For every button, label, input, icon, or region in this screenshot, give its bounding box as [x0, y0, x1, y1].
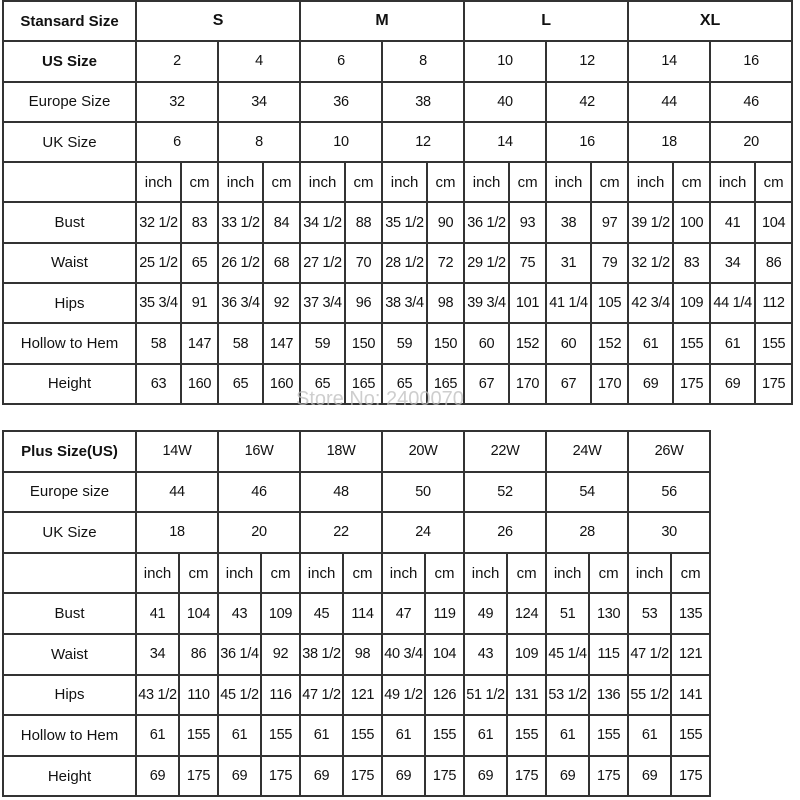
row-label: Europe Size: [3, 82, 136, 122]
measurement-value: 69: [382, 756, 425, 797]
measurement-value: 175: [671, 756, 710, 797]
measurement-value: 43: [464, 634, 507, 675]
measurement-value: 104: [425, 634, 464, 675]
measurement-value: 60: [464, 323, 509, 363]
unit-inch: inch: [546, 553, 589, 594]
measurement-value: 97: [591, 202, 628, 242]
measurement-value: 155: [179, 715, 218, 756]
unit-inch: inch: [136, 553, 179, 594]
measurement-value: 112: [755, 283, 792, 323]
measurement-value: 35 1/2: [382, 202, 427, 242]
measurement-value: 136: [589, 675, 628, 716]
measurement-value: 86: [179, 634, 218, 675]
measurement-value: 51: [546, 593, 589, 634]
standard-size-header: Stansard Size: [3, 1, 136, 41]
row-label: Europe size: [3, 472, 136, 513]
measurement-value: 155: [589, 715, 628, 756]
measurement-value: 69: [300, 756, 343, 797]
row-label: UK Size: [3, 122, 136, 162]
size-value: 28: [546, 512, 628, 553]
measurement-value: 160: [263, 364, 300, 404]
unit-inch: inch: [136, 162, 181, 202]
size-letter: S: [136, 1, 300, 41]
measurement-value: 84: [263, 202, 300, 242]
measurement-value: 92: [263, 283, 300, 323]
measurement-value: 65: [181, 243, 218, 283]
measurement-value: 60: [546, 323, 591, 363]
measurement-value: 61: [710, 323, 755, 363]
measurement-value: 31: [546, 243, 591, 283]
unit-cm: cm: [673, 162, 710, 202]
size-value: 8: [218, 122, 300, 162]
measurement-value: 36 1/2: [464, 202, 509, 242]
measurement-value: 69: [628, 756, 671, 797]
measurement-value: 69: [218, 756, 261, 797]
measurement-value: 165: [345, 364, 382, 404]
measurement-value: 61: [382, 715, 425, 756]
size-value: 46: [710, 82, 792, 122]
measurement-value: 32 1/2: [628, 243, 673, 283]
unit-cm: cm: [425, 553, 464, 594]
measurement-value: 83: [181, 202, 218, 242]
size-value: 44: [628, 82, 710, 122]
plus-size-value: 24W: [546, 431, 628, 472]
measurement-value: 114: [343, 593, 382, 634]
measurement-value: 175: [755, 364, 792, 404]
plus-measurement-row: [3, 756, 710, 797]
measurement-value: 155: [507, 715, 546, 756]
unit-cm: cm: [591, 162, 628, 202]
measurement-value: 69: [136, 756, 179, 797]
size-value: 44: [136, 472, 218, 513]
unit-inch: inch: [546, 162, 591, 202]
measurement-value: 67: [464, 364, 509, 404]
unit-inch: inch: [464, 553, 507, 594]
measurement-value: 126: [425, 675, 464, 716]
unit-cm: cm: [345, 162, 382, 202]
measurement-value: 79: [591, 243, 628, 283]
unit-cm: cm: [261, 553, 300, 594]
measurement-value: 116: [261, 675, 300, 716]
measurement-value: 36 3/4: [218, 283, 263, 323]
standard-size-table: [2, 0, 793, 405]
measurement-value: 101: [509, 283, 546, 323]
measurement-value: 124: [507, 593, 546, 634]
measurement-value: 98: [343, 634, 382, 675]
measurement-value: 45: [300, 593, 343, 634]
measurement-value: 44 1/4: [710, 283, 755, 323]
measurement-value: 58: [218, 323, 263, 363]
size-value: 10: [464, 41, 546, 81]
measurement-label: Hips: [3, 675, 136, 716]
measurement-label: Waist: [3, 243, 136, 283]
size-value: 12: [382, 122, 464, 162]
measurement-value: 150: [427, 323, 464, 363]
unit-cm: cm: [181, 162, 218, 202]
size-value: 14: [464, 122, 546, 162]
measurement-value: 141: [671, 675, 710, 716]
measurement-value: 49: [464, 593, 507, 634]
size-value: 10: [300, 122, 382, 162]
measurement-value: 51 1/2: [464, 675, 507, 716]
unit-inch: inch: [218, 553, 261, 594]
size-value: 20: [710, 122, 792, 162]
size-value: 30: [628, 512, 710, 553]
measurement-value: 175: [179, 756, 218, 797]
measurement-value: 61: [628, 715, 671, 756]
measurement-value: 68: [263, 243, 300, 283]
measurement-value: 110: [179, 675, 218, 716]
plus-size-value: 22W: [464, 431, 546, 472]
unit-cm: cm: [507, 553, 546, 594]
measurement-value: 59: [300, 323, 345, 363]
size-letter: XL: [628, 1, 792, 41]
measurement-label: Waist: [3, 634, 136, 675]
measurement-value: 59: [382, 323, 427, 363]
measurement-value: 49 1/2: [382, 675, 425, 716]
unit-cm: cm: [343, 553, 382, 594]
measurement-value: 115: [589, 634, 628, 675]
measurement-value: 175: [673, 364, 710, 404]
measurement-value: 45 1/2: [218, 675, 261, 716]
size-value: 2: [136, 41, 218, 81]
size-value: 14: [628, 41, 710, 81]
plus-europe-size-row: [3, 472, 710, 513]
measurement-value: 152: [591, 323, 628, 363]
size-value: 6: [300, 41, 382, 81]
measurement-value: 65: [218, 364, 263, 404]
blank-cell: [3, 162, 136, 202]
measurement-value: 29 1/2: [464, 243, 509, 283]
size-value: 12: [546, 41, 628, 81]
measurement-value: 98: [427, 283, 464, 323]
plus-measurement-row: [3, 675, 710, 716]
size-value: 32: [136, 82, 218, 122]
measurement-value: 170: [509, 364, 546, 404]
measurement-value: 37 3/4: [300, 283, 345, 323]
measurement-value: 47: [382, 593, 425, 634]
measurement-value: 96: [345, 283, 382, 323]
plus-size-value: 20W: [382, 431, 464, 472]
size-value: 52: [464, 472, 546, 513]
measurement-value: 40 3/4: [382, 634, 425, 675]
measurement-value: 61: [300, 715, 343, 756]
measurement-value: 47 1/2: [628, 634, 671, 675]
measurement-value: 38 3/4: [382, 283, 427, 323]
measurement-value: 175: [507, 756, 546, 797]
measurement-value: 155: [343, 715, 382, 756]
measurement-value: 131: [507, 675, 546, 716]
measurement-value: 155: [673, 323, 710, 363]
measurement-value: 69: [546, 756, 589, 797]
measurement-value: 53 1/2: [546, 675, 589, 716]
measurement-value: 155: [671, 715, 710, 756]
size-value: 42: [546, 82, 628, 122]
size-value: 26: [464, 512, 546, 553]
measurement-value: 38 1/2: [300, 634, 343, 675]
measurement-label: Hollow to Hem: [3, 323, 136, 363]
measurement-value: 109: [261, 593, 300, 634]
size-value: 24: [382, 512, 464, 553]
size-letter: L: [464, 1, 628, 41]
measurement-value: 100: [673, 202, 710, 242]
plus-uk-size-row: [3, 512, 710, 553]
measurement-value: 135: [671, 593, 710, 634]
measurement-value: 53: [628, 593, 671, 634]
measurement-value: 147: [263, 323, 300, 363]
plus-measurement-row: [3, 634, 710, 675]
europe-size-row: [3, 82, 792, 122]
unit-cm: cm: [671, 553, 710, 594]
unit-cm: cm: [179, 553, 218, 594]
measurement-value: 91: [181, 283, 218, 323]
measurement-value: 83: [673, 243, 710, 283]
size-value: 16: [710, 41, 792, 81]
size-value: 4: [218, 41, 300, 81]
unit-inch: inch: [300, 553, 343, 594]
measurement-value: 72: [427, 243, 464, 283]
measurement-value: 109: [507, 634, 546, 675]
measurement-value: 41: [136, 593, 179, 634]
unit-row: [3, 162, 792, 202]
measurement-value: 55 1/2: [628, 675, 671, 716]
measurement-value: 34 1/2: [300, 202, 345, 242]
measurement-value: 69: [710, 364, 755, 404]
unit-inch: inch: [628, 553, 671, 594]
measurement-label: Bust: [3, 202, 136, 242]
measurement-value: 32 1/2: [136, 202, 181, 242]
measurement-value: 150: [345, 323, 382, 363]
measurement-value: 43 1/2: [136, 675, 179, 716]
measurement-value: 65: [300, 364, 345, 404]
measurement-value: 75: [509, 243, 546, 283]
us-size-row: [3, 41, 792, 81]
measurement-value: 27 1/2: [300, 243, 345, 283]
measurement-value: 61: [546, 715, 589, 756]
size-value: 18: [628, 122, 710, 162]
measurement-label: Height: [3, 756, 136, 797]
measurement-value: 69: [628, 364, 673, 404]
row-label: US Size: [3, 41, 136, 81]
measurement-value: 165: [427, 364, 464, 404]
measurement-value: 119: [425, 593, 464, 634]
measurement-value: 105: [591, 283, 628, 323]
plus-unit-row: [3, 553, 710, 594]
measurement-row: [3, 243, 792, 283]
measurement-row: [3, 283, 792, 323]
measurement-value: 38: [546, 202, 591, 242]
measurement-value: 69: [464, 756, 507, 797]
measurement-value: 43: [218, 593, 261, 634]
measurement-value: 67: [546, 364, 591, 404]
unit-cm: cm: [589, 553, 628, 594]
measurement-value: 155: [755, 323, 792, 363]
row-label: UK Size: [3, 512, 136, 553]
plus-size-value: 18W: [300, 431, 382, 472]
measurement-label: Hollow to Hem: [3, 715, 136, 756]
measurement-value: 121: [343, 675, 382, 716]
unit-cm: cm: [509, 162, 546, 202]
store-watermark: Store No: 2400070: [296, 388, 464, 410]
measurement-value: 155: [425, 715, 464, 756]
measurement-value: 61: [218, 715, 261, 756]
size-value: 6: [136, 122, 218, 162]
size-value: 8: [382, 41, 464, 81]
measurement-value: 61: [136, 715, 179, 756]
measurement-label: Height: [3, 364, 136, 404]
measurement-value: 160: [181, 364, 218, 404]
measurement-value: 90: [427, 202, 464, 242]
measurement-value: 41: [710, 202, 755, 242]
measurement-value: 175: [343, 756, 382, 797]
measurement-value: 26 1/2: [218, 243, 263, 283]
measurement-value: 86: [755, 243, 792, 283]
measurement-value: 152: [509, 323, 546, 363]
size-value: 50: [382, 472, 464, 513]
measurement-value: 147: [181, 323, 218, 363]
plus-size-header-row: [3, 431, 710, 472]
measurement-value: 28 1/2: [382, 243, 427, 283]
measurement-value: 175: [589, 756, 628, 797]
size-letter: M: [300, 1, 464, 41]
measurement-value: 33 1/2: [218, 202, 263, 242]
measurement-value: 130: [589, 593, 628, 634]
plus-size-value: 14W: [136, 431, 218, 472]
measurement-value: 61: [628, 323, 673, 363]
measurement-value: 65: [382, 364, 427, 404]
measurement-value: 92: [261, 634, 300, 675]
size-header-row: [3, 1, 792, 41]
size-value: 54: [546, 472, 628, 513]
blank-cell: [3, 553, 136, 594]
size-value: 36: [300, 82, 382, 122]
measurement-row: [3, 202, 792, 242]
measurement-value: 175: [261, 756, 300, 797]
unit-cm: cm: [263, 162, 300, 202]
plus-measurement-row: [3, 715, 710, 756]
plus-size-value: 16W: [218, 431, 300, 472]
unit-cm: cm: [755, 162, 792, 202]
measurement-value: 61: [464, 715, 507, 756]
measurement-value: 25 1/2: [136, 243, 181, 283]
measurement-value: 47 1/2: [300, 675, 343, 716]
measurement-value: 88: [345, 202, 382, 242]
measurement-value: 42 3/4: [628, 283, 673, 323]
size-value: 40: [464, 82, 546, 122]
plus-size-header: Plus Size(US): [3, 431, 136, 472]
measurement-value: 93: [509, 202, 546, 242]
size-value: 46: [218, 472, 300, 513]
size-value: 16: [546, 122, 628, 162]
measurement-value: 41 1/4: [546, 283, 591, 323]
measurement-value: 35 3/4: [136, 283, 181, 323]
unit-inch: inch: [710, 162, 755, 202]
measurement-value: 34: [710, 243, 755, 283]
measurement-value: 104: [179, 593, 218, 634]
measurement-row: [3, 323, 792, 363]
measurement-value: 70: [345, 243, 382, 283]
unit-inch: inch: [300, 162, 345, 202]
size-value: 48: [300, 472, 382, 513]
unit-inch: inch: [218, 162, 263, 202]
size-value: 18: [136, 512, 218, 553]
uk-size-row: [3, 122, 792, 162]
measurement-value: 63: [136, 364, 181, 404]
unit-inch: inch: [464, 162, 509, 202]
measurement-value: 121: [671, 634, 710, 675]
size-value: 34: [218, 82, 300, 122]
measurement-value: 36 1/4: [218, 634, 261, 675]
unit-inch: inch: [628, 162, 673, 202]
measurement-value: 39 3/4: [464, 283, 509, 323]
size-value: 20: [218, 512, 300, 553]
size-value: 38: [382, 82, 464, 122]
unit-inch: inch: [382, 553, 425, 594]
measurement-value: 109: [673, 283, 710, 323]
measurement-label: Hips: [3, 283, 136, 323]
unit-cm: cm: [427, 162, 464, 202]
measurement-value: 45 1/4: [546, 634, 589, 675]
measurement-value: 175: [425, 756, 464, 797]
measurement-value: 39 1/2: [628, 202, 673, 242]
plus-size-value: 26W: [628, 431, 710, 472]
measurement-value: 104: [755, 202, 792, 242]
measurement-value: 34: [136, 634, 179, 675]
measurement-value: 155: [261, 715, 300, 756]
measurement-value: 170: [591, 364, 628, 404]
size-value: 22: [300, 512, 382, 553]
size-value: 56: [628, 472, 710, 513]
plus-measurement-row: [3, 593, 710, 634]
unit-inch: inch: [382, 162, 427, 202]
measurement-value: 58: [136, 323, 181, 363]
measurement-label: Bust: [3, 593, 136, 634]
plus-size-table: [2, 430, 711, 797]
